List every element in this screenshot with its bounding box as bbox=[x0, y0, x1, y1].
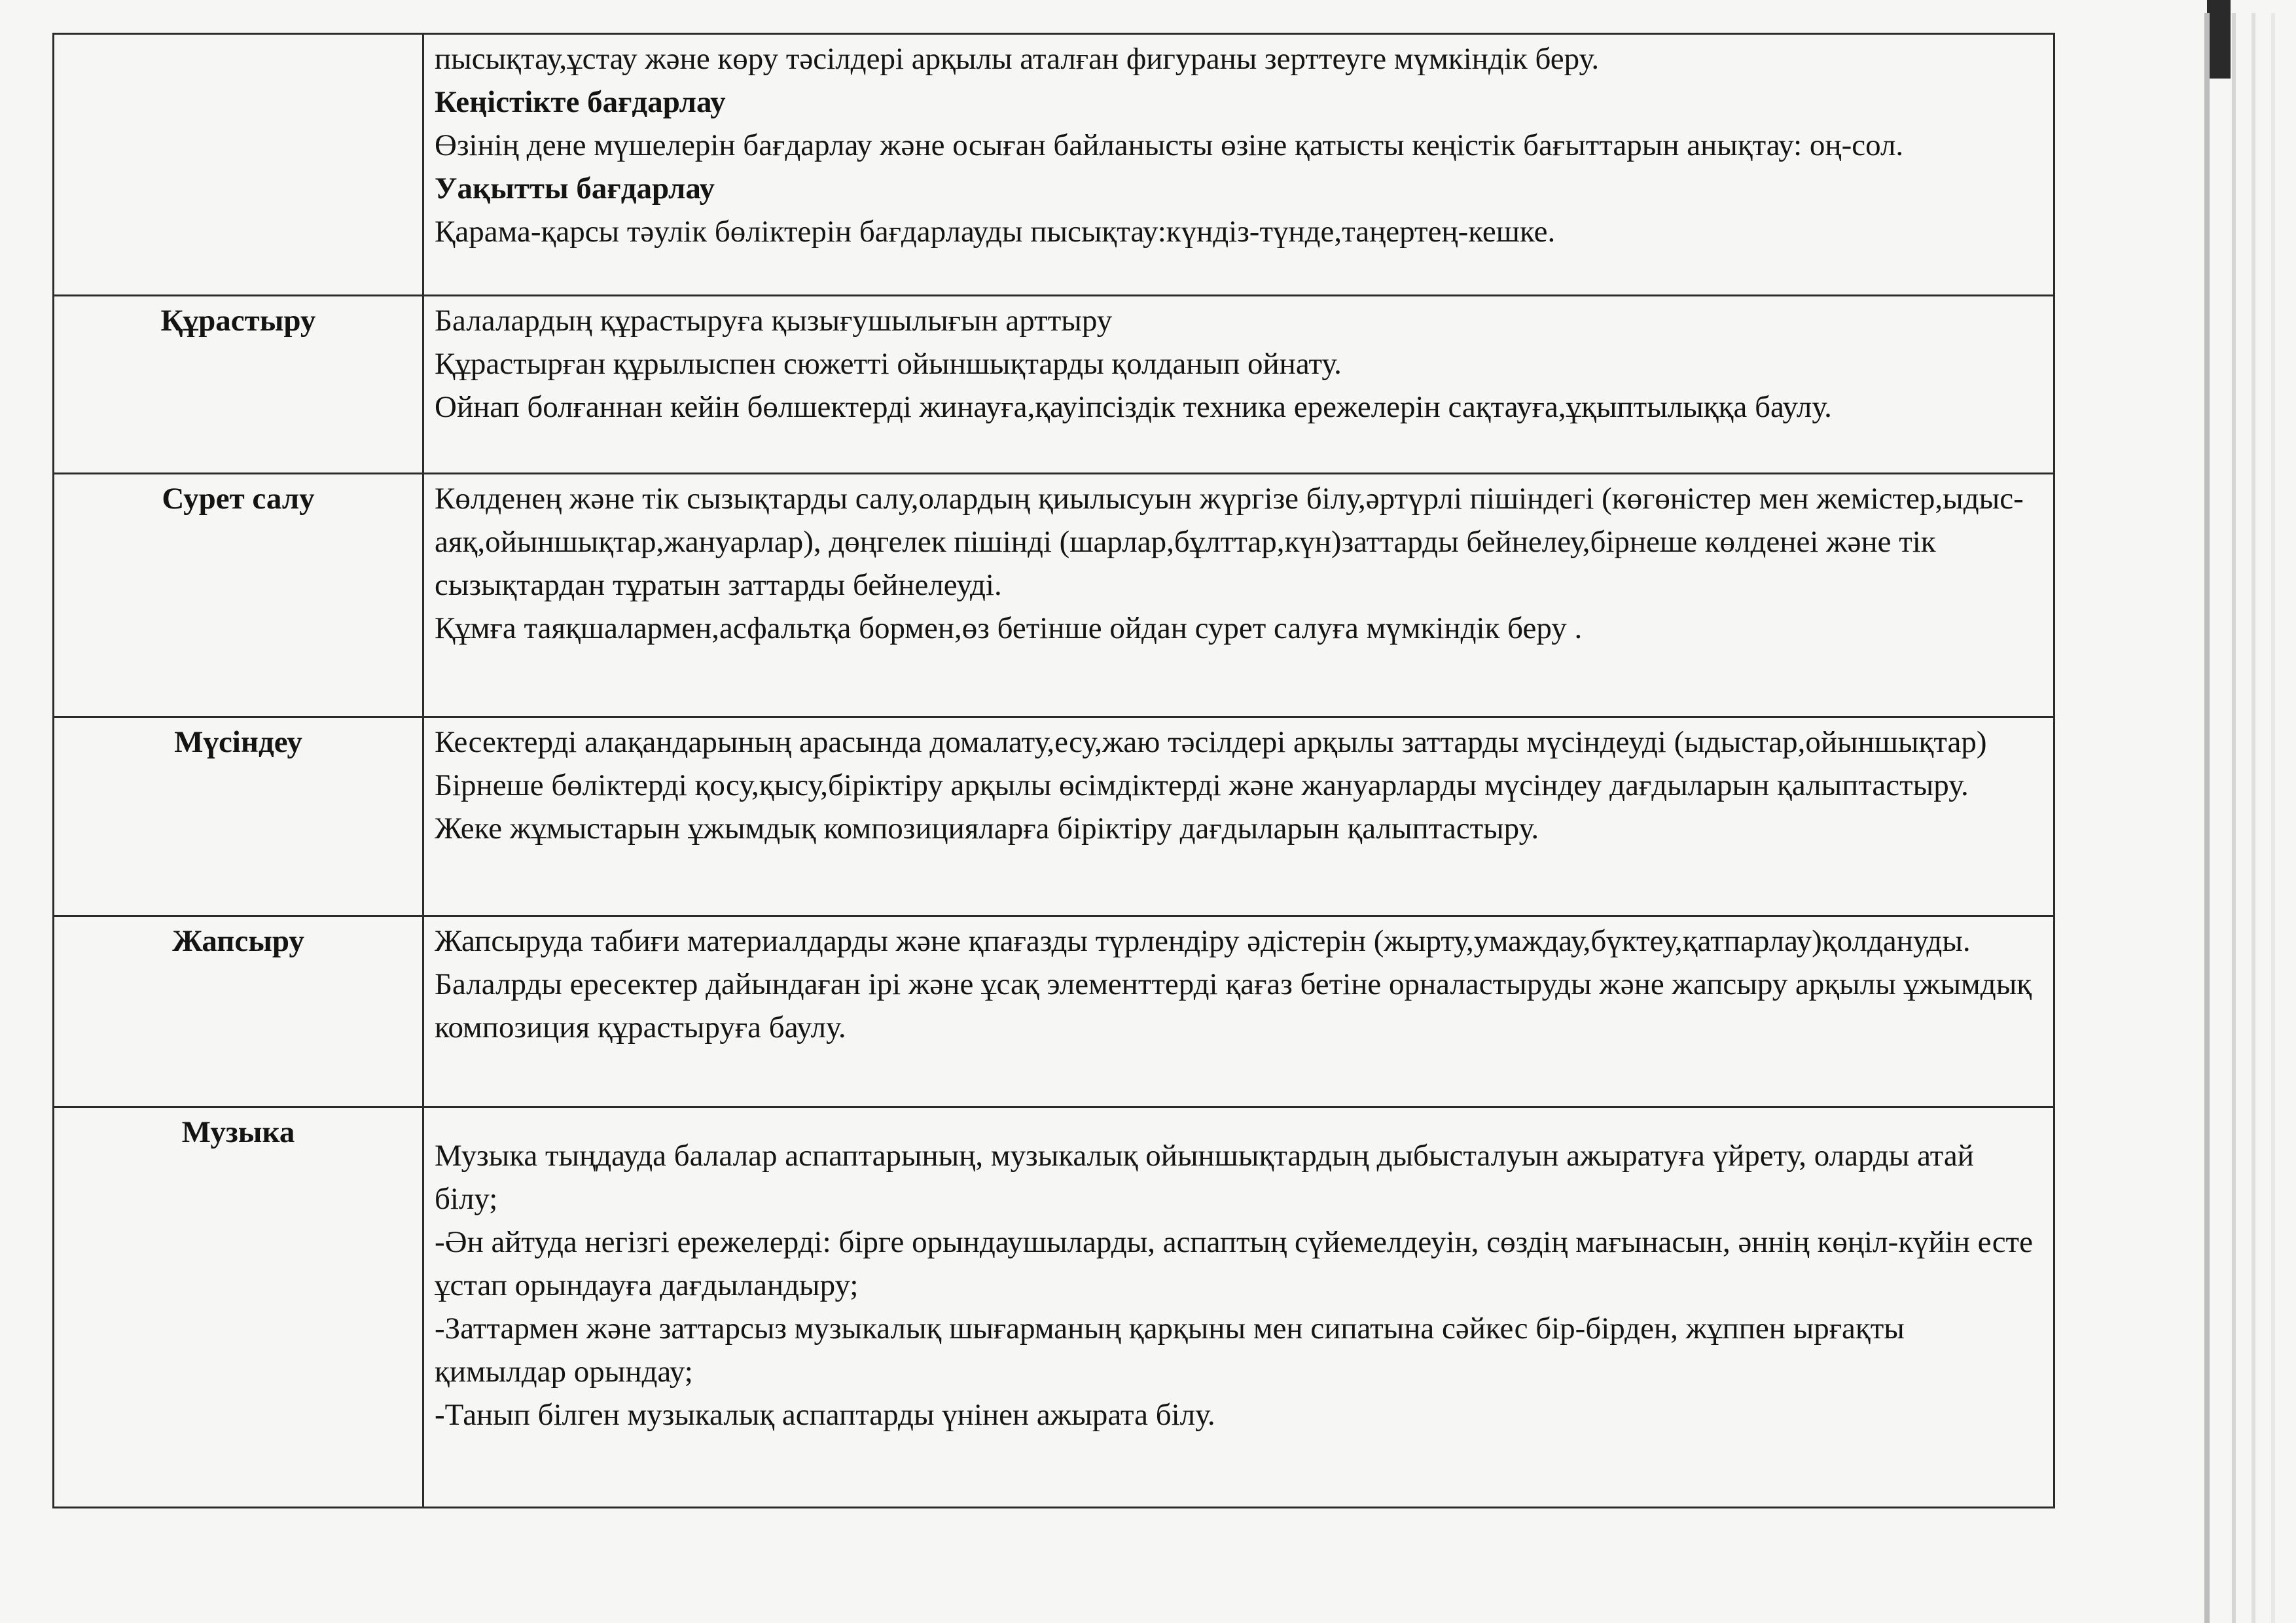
content-line: Қарама-қарсы тәулік бөліктерін бағдарлауды пысықтау:күндіз-түнде,таңертең-кешке. bbox=[435, 215, 1556, 249]
content-line: Жеке жұмыстарын ұжымдық композицияларға біріктіру дағдыларын қалыптастыру. bbox=[435, 812, 1539, 846]
row-label: Сурет салу bbox=[54, 474, 423, 717]
content-line: Балалардың құрастыруға қызығушылығын арттыру bbox=[435, 304, 1113, 338]
row-content bbox=[423, 34, 2054, 296]
row-label: Құрастыру bbox=[54, 296, 423, 474]
content-line: Көлденең және тік сызықтарды салу,олардың қиылысуын жүргізе білу,әртүрлі пішіндегі (көгөністер мен жемістер,ыдыс-аяқ,ойыншықтар,жануарлар), дөңгелек пішінді (шарлар,бұлттар,күн)заттарды бейнелеу,бірнеше көлденеі және тік сызықтардан тұратын заттарды бейнелеуді. bbox=[435, 482, 2024, 602]
table-row bbox=[54, 717, 2054, 916]
content-line: -Танып білген музыкалық аспаптарды үнінен ажырата білу. bbox=[435, 1398, 1215, 1432]
content-line: Өзінің дене мүшелерін бағдарлау және осыған байланысты өзіне қатысты кеңістік бағыттарын анықтау: оң-сол. bbox=[435, 128, 1904, 162]
row-content bbox=[423, 717, 2054, 916]
table-row bbox=[54, 916, 2054, 1107]
row-label: Музыка bbox=[54, 1107, 423, 1508]
row-label: Мүсіндеу bbox=[54, 717, 423, 916]
content-line: Құмға таяқшалармен,асфальтқа бормен,өз бетінше ойдан сурет салуға мүмкіндік беру . bbox=[435, 611, 1583, 645]
content-line: Бірнеше бөліктерді қосу,қысу,біріктіру арқылы өсімдіктерді және жануарларды мүсіндеу дағдыларын қалыптастыру. bbox=[435, 768, 1969, 802]
row-label: Жапсыру bbox=[54, 916, 423, 1107]
page-edge bbox=[2204, 13, 2210, 1623]
scan-edge-shadow bbox=[2207, 0, 2231, 79]
row-content bbox=[423, 296, 2054, 474]
table-row bbox=[54, 296, 2054, 474]
section-heading: Уақытты бағдарлау bbox=[435, 171, 715, 205]
content-line: Музыка тыңдауда балалар аспаптарының, музыкалық ойыншықтардың дыбысталуын ажыратуға үйрету, оларды атай білу; bbox=[435, 1139, 1974, 1216]
section-heading: Кеңістікте бағдарлау bbox=[435, 85, 726, 119]
table-row bbox=[54, 1107, 2054, 1508]
row-content bbox=[423, 474, 2054, 717]
page-edge bbox=[2251, 13, 2255, 1623]
content-line: пысықтау,ұстау және көру тәсілдері арқылы аталған фигураны зерттеуге мүмкіндік беру. bbox=[435, 42, 1600, 76]
content-line: -Ән айтуда негізгі ережелерді: бірге орындаушыларды, аспаптың сүйемелдеуін, сөздің мағынасын, әннің көңіл-күйін есте ұстап орындауға дағдыландыру; bbox=[435, 1225, 2033, 1302]
table-row bbox=[54, 474, 2054, 717]
content-line: Жапсыруда табиғи материалдарды және қпағазды түрлендіру әдістерін (жырту,умаждау,бүктеу,қатпарлау)қолдануды. bbox=[435, 924, 1971, 958]
curriculum-table bbox=[52, 33, 2055, 1508]
content-line: Балалрды ересектер дайындаған ірі және ұсақ элементтерді қағаз бетіне орналастыруды және жапсыру арқылы ұжымдық композиция құрастыруға баулу. bbox=[435, 967, 2032, 1044]
content-line: Кесектерді алақандарының арасында домалату,есу,жаю тәсілдері арқылы заттарды мүсіндеуді (ыдыстар,ойыншықтар) bbox=[435, 725, 1987, 759]
row-content bbox=[423, 1107, 2054, 1508]
content-line: Ойнап болғаннан кейін бөлшектерді жинауға,қауіпсіздік техника ережелерін сақтауға,ұқыптылыққа баулу. bbox=[435, 390, 1832, 424]
page-edge bbox=[2232, 13, 2236, 1623]
table-row bbox=[54, 34, 2054, 296]
page-edge bbox=[2271, 13, 2275, 1623]
content-line: Құрастырған құрылыспен сюжетті ойыншықтарды қолданып ойнату. bbox=[435, 347, 1342, 381]
row-label bbox=[54, 34, 423, 296]
content-line: -Заттармен және заттарсыз музыкалық шығарманың қарқыны мен сипатына сәйкес бір-бірден, жұппен ырғақты қимылдар орындау; bbox=[435, 1311, 1905, 1389]
row-content bbox=[423, 916, 2054, 1107]
